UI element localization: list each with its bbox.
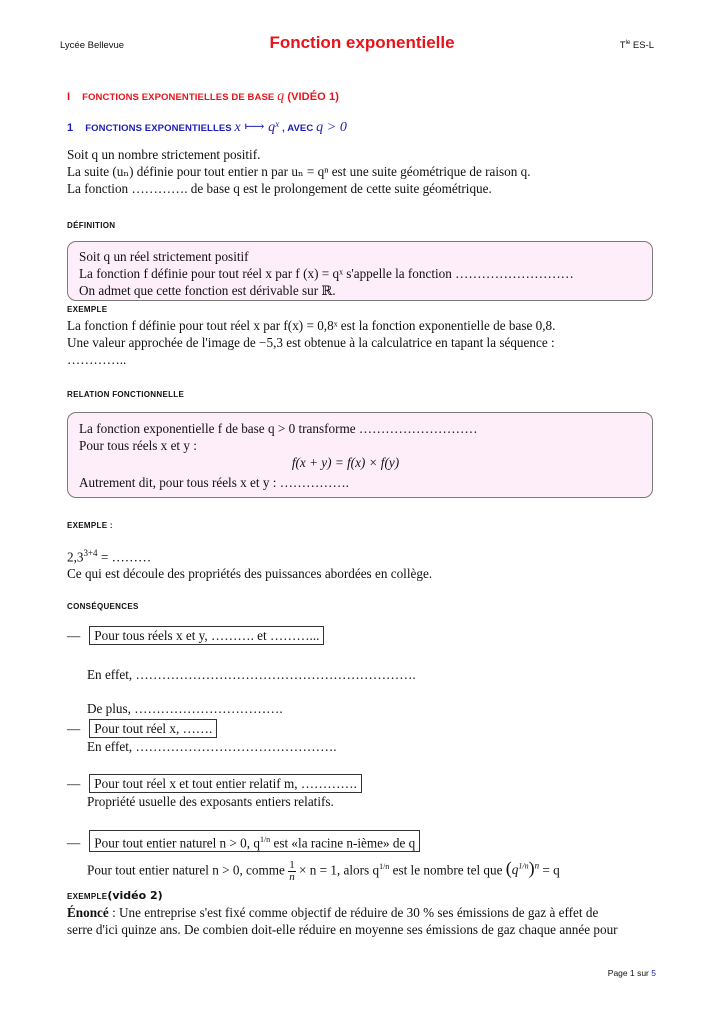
subsection-number: 1 bbox=[67, 122, 74, 135]
example-3-text-1: : Une entreprise s'est fixé comme objectif de réduire de 30 % ses émissions de gaz à effet de bbox=[108, 905, 599, 920]
consequence-item-1 bbox=[67, 626, 324, 645]
section-heading-1 bbox=[67, 89, 339, 105]
class-level bbox=[620, 40, 654, 51]
class-level-suffix: ES-L bbox=[630, 40, 654, 52]
subsection-heading-1 bbox=[67, 119, 347, 136]
example-2-rest: = ……… bbox=[97, 549, 152, 565]
example-2-label: EXEMPLE : bbox=[67, 521, 113, 530]
example-1-line-1: La fonction f définie pour tout réel x par f(x) = 0,8ˣ est la fonction exponentielle de base 0,8. bbox=[67, 318, 556, 333]
consequence-item-3 bbox=[67, 774, 362, 793]
relation-line-2: Pour tous réels x et y : bbox=[79, 438, 197, 453]
example-2-line-1 bbox=[67, 545, 432, 565]
relation-label: RELATION FONCTIONNELLE bbox=[67, 390, 185, 399]
subsection-title-math: x ⟼ q bbox=[234, 120, 276, 136]
example-1-paragraph bbox=[67, 317, 555, 368]
example-2-base: 2,3 bbox=[67, 549, 84, 565]
nth-root-explanation bbox=[87, 853, 560, 883]
example-3-video: (vidéo 2) bbox=[107, 889, 163, 902]
dash: — bbox=[67, 835, 81, 851]
fraction bbox=[288, 860, 296, 883]
dash: — bbox=[67, 628, 81, 643]
nth-root-mid: × n = 1, alors q bbox=[295, 862, 380, 878]
enonce-label: Énoncé bbox=[67, 905, 109, 920]
boxed-property: Pour tout réel x et tout entier relatif m, …………. bbox=[89, 774, 362, 793]
nth-root-pre: Pour tout entier naturel n > 0, comme bbox=[87, 862, 289, 878]
example-3-heading bbox=[67, 886, 163, 905]
example-3-label: EXEMPLE bbox=[67, 892, 108, 901]
page-title: Fonction exponentielle bbox=[269, 33, 455, 52]
dash: — bbox=[67, 721, 81, 736]
consequence-text-1: En effet, ………………………………………………………. bbox=[87, 667, 416, 682]
section-title-part2: (VIDÉO 1) bbox=[284, 91, 339, 103]
page-counter-prefix: Page 1 sur bbox=[607, 968, 652, 978]
school-name: Lycée Bellevue bbox=[60, 40, 125, 51]
definition-line-1: Soit q un réel strictement positif bbox=[79, 249, 249, 264]
definition-line-2: La fonction f définie pour tout réel x par f (x) = qˣ s'appelle la fonction ……………………… bbox=[79, 266, 574, 281]
intro-line-3: La fonction …………. de base q est le prolongement de cette suite géométrique. bbox=[67, 181, 492, 196]
consequence-item-2 bbox=[67, 719, 217, 738]
intro-line-1: Soit q un nombre strictement positif. bbox=[67, 147, 261, 162]
boxed-text-post: est «la racine n-ième» de q bbox=[270, 835, 416, 851]
class-level-sup: le bbox=[625, 40, 631, 46]
relation-line-3: Autrement dit, pour tous réels x et y : ……………. bbox=[79, 475, 349, 490]
relation-line-1: La fonction exponentielle f de base q > 0 transforme ……………………… bbox=[79, 421, 478, 436]
example-1-line-2: Une valeur approchée de l'image de −5,3 est obtenue à la calculatrice en tapant la séquence : bbox=[67, 335, 555, 350]
subsection-title-exp: x bbox=[275, 119, 280, 129]
example-2-exp: 3+4 bbox=[83, 548, 98, 558]
consequences-label: CONSÉQUENCES bbox=[67, 602, 139, 611]
subsection-title-cond: q > 0 bbox=[316, 120, 348, 136]
section-number: I bbox=[67, 91, 71, 103]
intro-paragraph bbox=[67, 146, 531, 197]
fraction-num: 1 bbox=[289, 858, 295, 871]
relation-formula: f(x + y) = f(x) × f(y) bbox=[291, 455, 400, 470]
boxed-text-pre: Pour tout entier naturel n > 0, q bbox=[94, 835, 260, 851]
consequence-item-4 bbox=[67, 830, 420, 852]
definition-label: DÉFINITION bbox=[67, 221, 116, 230]
page-footer bbox=[608, 968, 656, 978]
page-total-link[interactable]: 5 bbox=[651, 968, 656, 978]
example-2-paragraph bbox=[67, 545, 432, 582]
subsection-title-part1: FONCTIONS EXPONENTIELLES bbox=[85, 123, 235, 135]
dash: — bbox=[67, 776, 81, 791]
example-2-line-2: Ce qui est découle des propriétés des puissances abordées en collège. bbox=[67, 566, 433, 582]
example-1-line-3: ………….. bbox=[67, 352, 127, 367]
boxed-property bbox=[89, 830, 420, 852]
nth-root-mid2: est le nombre tel que bbox=[389, 862, 506, 878]
example-3-paragraph bbox=[67, 904, 657, 938]
example-label: EXEMPLE bbox=[67, 305, 108, 314]
power-expression: $(q^{1/n})^n$ bbox=[505, 858, 540, 879]
fraction-den: n bbox=[289, 870, 295, 883]
boxed-property: Pour tous réels x et y, ………. et ………... bbox=[89, 626, 324, 645]
example-3-line-1 bbox=[67, 904, 657, 921]
consequence-text-3: En effet, ………………………………………. bbox=[87, 739, 337, 754]
intro-line-2: La suite (uₙ) définie pour tout entier n par uₙ = qⁿ est une suite géométrique de raison q. bbox=[67, 164, 531, 179]
example-3-line-2: serre d'ici quinze ans. De combien doit-elle réduire en moyenne ses émissions de gaz chaque année pour bbox=[67, 922, 618, 937]
relation-box bbox=[67, 412, 653, 498]
definition-box bbox=[67, 241, 653, 301]
section-title-part1: FONCTIONS EXPONENTIELLES DE BASE bbox=[82, 92, 278, 103]
consequence-text-2: De plus, ……………………………. bbox=[87, 701, 283, 716]
boxed-property: Pour tout réel x, ……. bbox=[89, 719, 217, 738]
section-title-var: q bbox=[277, 89, 285, 104]
exp-fraction: 1/n bbox=[379, 862, 390, 871]
class-level-prefix: T bbox=[619, 40, 626, 52]
exp-fraction: 1/n bbox=[259, 835, 271, 844]
subsection-title-part2: , AVEC bbox=[279, 123, 317, 135]
definition-line-3: On admet que cette fonction est dérivable sur ℝ. bbox=[79, 283, 336, 298]
nth-root-end: = q bbox=[539, 862, 560, 878]
consequence-text-4: Propriété usuelle des exposants entiers relatifs. bbox=[87, 794, 334, 809]
